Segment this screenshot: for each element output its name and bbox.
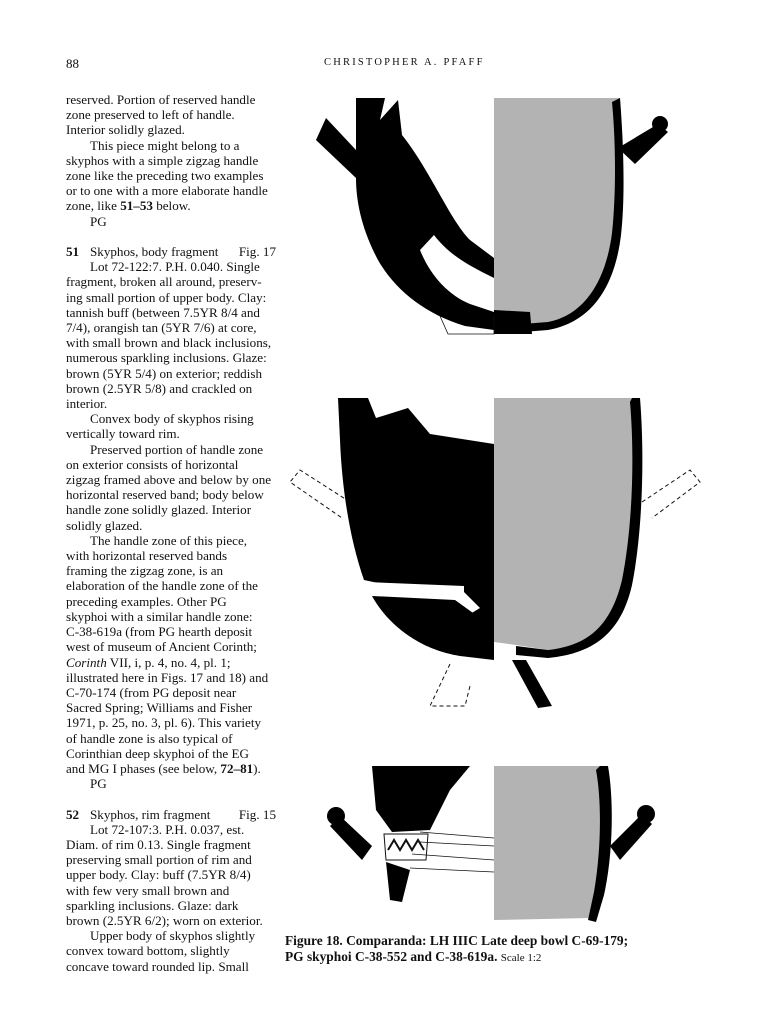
text-line: with small brown and black inclusions,	[66, 335, 272, 351]
scale-label: Scale 1:2	[500, 952, 542, 964]
vessel-deep-bowl	[316, 98, 668, 334]
reserved-bands	[410, 832, 494, 872]
text-span: zone, like	[66, 198, 117, 214]
pottery-profiles	[280, 90, 710, 930]
handle-terminal	[652, 116, 668, 132]
page-header	[66, 56, 700, 72]
text-line	[66, 198, 276, 213]
text-line: brown (5YR 5/4) on exterior; reddish	[66, 365, 263, 381]
text-line: The handle zone of this piece,	[90, 532, 248, 548]
text-line: preceding examples. Other PG	[66, 593, 227, 609]
text-line: on exterior consists of horizontal	[66, 456, 239, 472]
text-line: fragment, broken all around, preserv-	[66, 274, 262, 290]
vessel-skyphos-2	[327, 766, 655, 922]
text-line: brown (2.5YR 6/2); worn on exterior.	[66, 912, 263, 928]
handle-dashed	[290, 470, 350, 518]
period-label: PG	[90, 213, 107, 229]
text-span: and MG I phases (see below,	[66, 760, 218, 776]
caption-line	[285, 949, 705, 966]
figure-ref: Fig. 17	[238, 244, 276, 260]
vessel-skyphos-1	[290, 398, 700, 708]
section-fill	[494, 98, 623, 330]
figure-caption	[285, 933, 705, 966]
exterior-glaze	[316, 98, 494, 330]
text-line: Convex body of skyphos rising	[90, 411, 254, 427]
lower-glaze	[372, 596, 494, 660]
foot-stub	[512, 660, 552, 708]
text-line: preserving small portion of rim and	[66, 852, 252, 868]
text-line: 1971, p. 25, no. 3, pl. 6). This variety	[66, 715, 262, 731]
figure-18	[280, 90, 710, 930]
text-line: or to one with a more elaborate handle	[66, 183, 268, 199]
text-line: west of museum of Ancient Corinth;	[66, 639, 257, 655]
text-line: framing the zigzag zone, is an	[66, 563, 224, 579]
text-column	[66, 92, 276, 974]
text-line: Interior solidly glazed.	[66, 122, 185, 138]
text-line: skyphoi with a similar handle zone:	[66, 608, 253, 624]
text-line: horizontal reserved band; body below	[66, 487, 264, 503]
catalogue-ref: 72–81	[220, 760, 254, 776]
text-line: skyphos with a simple zigzag handle	[66, 152, 259, 168]
handle-dashed	[642, 470, 700, 518]
text-line: numerous sparkling inclusions. Glaze:	[66, 350, 267, 366]
section-fill	[494, 766, 604, 920]
entry-heading-51	[66, 244, 276, 259]
text-line: convex toward bottom, slightly	[66, 943, 230, 959]
text-line: solidly glazed.	[66, 517, 143, 533]
handle-terminal	[327, 807, 345, 825]
entry-heading-52	[66, 807, 276, 822]
text-line: C-38-619a (from PG hearth deposit	[66, 624, 253, 640]
text-line: Lot 72-107:3. P.H. 0.037, est.	[90, 821, 245, 837]
text-line: brown (2.5YR 5/8) and crackled on	[66, 380, 253, 396]
text-line: of handle zone is also typical of	[66, 730, 233, 746]
caption-text: PG skyphoi C-38-552 and C-38-619a.	[285, 949, 498, 964]
text-line: Preserved portion of handle zone	[90, 441, 264, 457]
running-head: CHRISTOPHER A. PFAFF	[324, 57, 485, 68]
text-line: with few very small brown and	[66, 882, 230, 898]
text-line: Diam. of rim 0.13. Single fragment	[66, 836, 251, 852]
text-line: reserved. Portion of reserved handle	[66, 92, 256, 107]
text-line: C-70-174 (from PG deposit near	[66, 684, 237, 700]
text-line	[66, 761, 276, 776]
page-number: 88	[66, 56, 79, 71]
text-line: zigzag framed above and below by one	[66, 472, 272, 488]
text-line: tannish buff (between 7.5YR 8/4 and	[66, 304, 260, 320]
text-line: elaboration of the handle zone of the	[66, 578, 258, 594]
text-line: sparkling inclusions. Glaze: dark	[66, 897, 239, 913]
text-line: vertically toward rim.	[66, 426, 180, 442]
text-line: handle zone solidly glazed. Interior	[66, 502, 252, 518]
caption-line: Figure 18. Comparanda: LH IIIC Late deep bowl C-69-179;	[285, 933, 629, 948]
text-span: VII, i, p. 4, no. 4, pl. 1;	[109, 654, 231, 670]
text-span: below.	[156, 198, 191, 214]
handle-terminal	[637, 805, 655, 823]
text-line: 7/4), orangish tan (5YR 7/6) at core,	[66, 320, 257, 336]
text-line: zone like the preceding two examples	[66, 168, 264, 184]
text-line: illustrated here in Figs. 17 and 18) and	[66, 669, 269, 685]
text-line: ing small portion of upper body. Clay:	[66, 289, 267, 305]
foot-dashed	[430, 664, 470, 706]
catalogue-ref: 51–53	[120, 198, 153, 214]
figure-ref: Fig. 15	[238, 806, 276, 822]
text-line: upper body. Clay: buff (7.5YR 8/4)	[66, 867, 251, 883]
entry-title: Skyphos, body fragment	[90, 244, 219, 260]
text-line: Corinthian deep skyphoi of the EG	[66, 745, 249, 761]
entry-title: Skyphos, rim fragment	[90, 806, 211, 822]
text-line: with horizontal reserved bands	[66, 548, 228, 564]
period-label: PG	[90, 776, 107, 792]
text-line: Upper body of skyphos slightly	[90, 928, 256, 944]
publication-title: Corinth	[66, 654, 107, 670]
text-line: Lot 72-122:7. P.H. 0.040. Single	[90, 259, 260, 275]
entry-number: 51	[66, 244, 80, 260]
text-line	[66, 655, 276, 670]
foot-glaze	[494, 310, 532, 334]
entry-number: 52	[66, 806, 80, 822]
zigzag	[388, 840, 424, 850]
text-line: Sacred Spring; Williams and Fisher	[66, 700, 253, 716]
exterior-glaze	[372, 766, 470, 832]
text-line: concave toward rounded lip. Small	[66, 958, 249, 974]
text-line: zone preserved to left of handle.	[66, 107, 235, 123]
text-line: interior.	[66, 396, 108, 412]
lower-glaze	[386, 862, 410, 902]
text-span: ).	[253, 760, 261, 776]
text-line: This piece might belong to a	[90, 137, 240, 153]
